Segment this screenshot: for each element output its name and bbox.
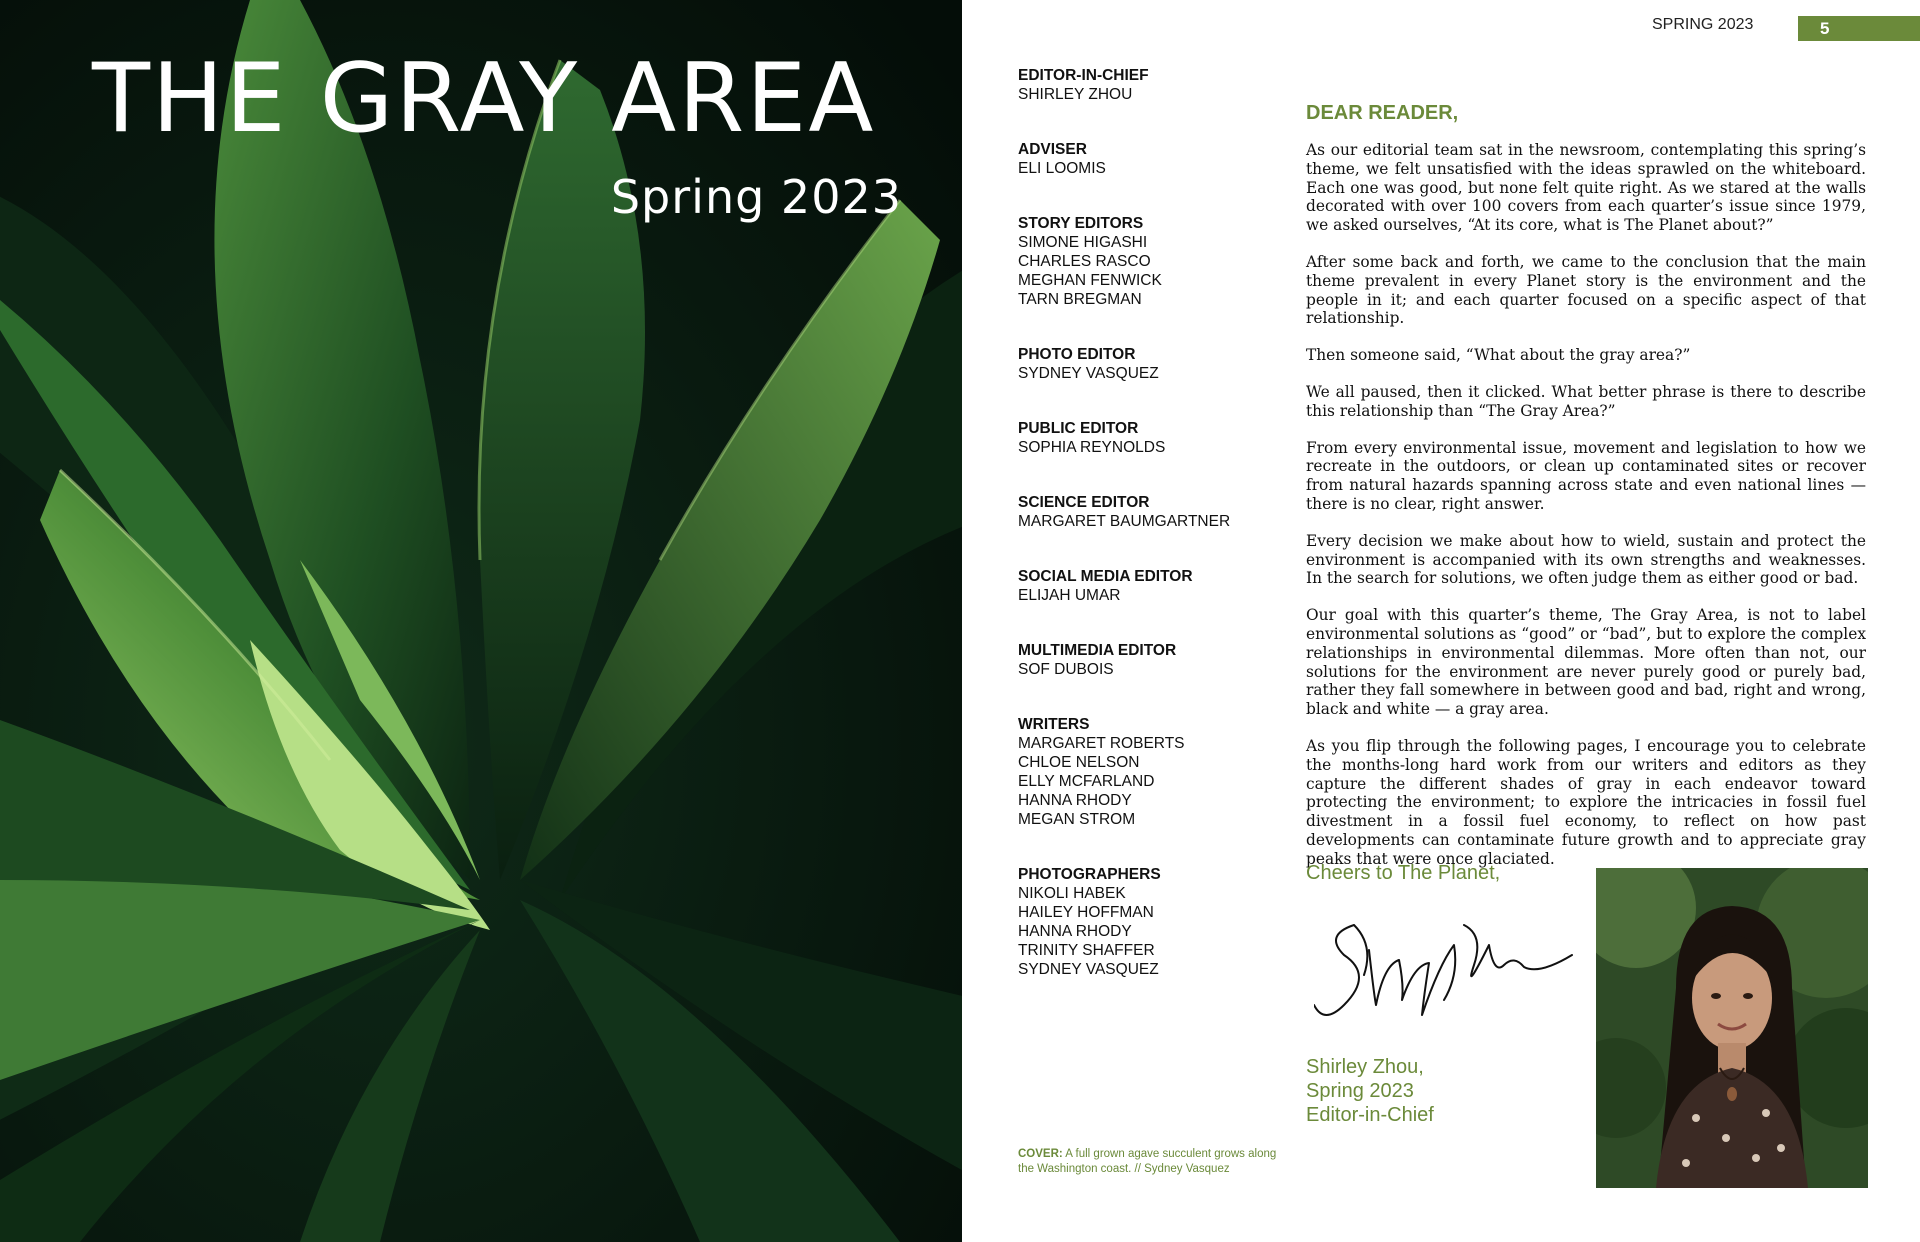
- masthead-role: PHOTO EDITOR: [1018, 346, 1136, 363]
- signer-issue: Spring 2023: [1306, 1080, 1414, 1102]
- masthead: [1018, 66, 1278, 1015]
- letter-paragraph: Our goal with this quarter’s theme, The Gray Area, is not to label environmental solutions as “good” or “bad”, but to explore the complex relationships in environmental dilemmas. More often than not, our solutions for the environment are never purely good or purely bad, rather they fall somewhere in between good and bad, right and wrong, black and white — a gray area.: [1306, 606, 1866, 719]
- page-number: 5: [1798, 16, 1920, 41]
- masthead-name: MARGARET ROBERTS: [1018, 735, 1185, 752]
- signer-block: [1306, 1055, 1434, 1127]
- masthead-name: ELI LOOMIS: [1018, 160, 1106, 177]
- signer-name: Shirley Zhou,: [1306, 1056, 1424, 1078]
- masthead-role: WRITERS: [1018, 716, 1090, 733]
- header-issue: SPRING 2023: [1652, 16, 1754, 33]
- masthead-name: SYDNEY VASQUEZ: [1018, 961, 1159, 978]
- masthead-name: CHARLES RASCO: [1018, 253, 1151, 270]
- masthead-role: MULTIMEDIA EDITOR: [1018, 642, 1177, 659]
- masthead-name: HAILEY HOFFMAN: [1018, 904, 1154, 921]
- masthead-name: TARN BREGMAN: [1018, 291, 1142, 308]
- letter-body: [1306, 141, 1866, 869]
- cover-issue: Spring 2023: [610, 170, 902, 224]
- masthead-role: PUBLIC EDITOR: [1018, 420, 1139, 437]
- masthead-name: ELLY MCFARLAND: [1018, 773, 1155, 790]
- masthead-name: MEGHAN FENWICK: [1018, 272, 1162, 289]
- masthead-name: CHLOE NELSON: [1018, 754, 1140, 771]
- letter-paragraph: As our editorial team sat in the newsroom, contemplating this spring’s theme, we felt unsatisfied with the ideas sprawled on the whiteboard. Each one was good, but none felt quite right. As we stared at the walls decorated with over 100 covers from each quarter’s issue since 1979, we asked ourselves, “At its core, what is The Planet about?”: [1306, 141, 1866, 235]
- masthead-group: [1018, 419, 1278, 457]
- cover-caption-label: COVER:: [1018, 1148, 1063, 1160]
- masthead-role: ADVISER: [1018, 141, 1087, 158]
- masthead-group: [1018, 641, 1278, 679]
- masthead-name: HANNA RHODY: [1018, 923, 1132, 940]
- masthead-name: HANNA RHODY: [1018, 792, 1132, 809]
- letter-paragraph: As you flip through the following pages, I encourage you to celebrate the months-long hard work from our writers and editors as they capture the different shades of gray in each endeavor toward protecting the environment; to explore the intricacies in fossil fuel divestment in a fossil fuel economy, to reflect on how past developments can contaminate future growth and to appreciate gray peaks that were once glaciated.: [1306, 736, 1866, 868]
- masthead-group: [1018, 140, 1278, 178]
- letter-paragraph: Then someone said, “What about the gray area?”: [1306, 346, 1691, 365]
- letter-signoff: Cheers to The Planet,: [1306, 862, 1501, 884]
- masthead-name: SOPHIA REYNOLDS: [1018, 439, 1166, 456]
- masthead-name: NIKOLI HABEK: [1018, 885, 1126, 902]
- editor-portrait-photo: [1596, 868, 1868, 1188]
- masthead-group: [1018, 66, 1278, 104]
- masthead-name: TRINITY SHAFFER: [1018, 942, 1155, 959]
- editorial-page: [962, 0, 1920, 1242]
- letter-from-editor: [1306, 102, 1866, 887]
- letter-greeting: DEAR READER,: [1306, 102, 1459, 124]
- letter-paragraph: From every environmental issue, movement and legislation to how we recreate in the outdoors, or clean up contaminated sites or recover from natural hazards spanning across state and even national lines — there is no clear, right answer.: [1306, 438, 1866, 513]
- signer-title: Editor-in-Chief: [1306, 1104, 1434, 1126]
- masthead-name: MARGARET BAUMGARTNER: [1018, 513, 1231, 530]
- handwritten-signature: [1314, 905, 1574, 1035]
- cover-caption-text: A full grown agave succulent grows along the Washington coast. // Sydney Vasquez: [1018, 1148, 1277, 1175]
- cover-caption: [1018, 1147, 1286, 1177]
- masthead-name: SOF DUBOIS: [1018, 661, 1114, 678]
- letter-paragraph: We all paused, then it clicked. What better phrase is there to describe this relationship than “The Gray Area?”: [1306, 382, 1866, 420]
- masthead-group: [1018, 493, 1278, 531]
- masthead-group: [1018, 345, 1278, 383]
- letter-paragraph: Every decision we make about how to wield, sustain and protect the environment is accompanied with its own strengths and weaknesses. In the search for solutions, we often judge them as either good or bad.: [1306, 531, 1866, 588]
- letter-paragraph: After some back and forth, we came to the conclusion that the main theme prevalent in every Planet story is the environment and the people in it; and each quarter focused on a specific aspect of that relationship.: [1306, 252, 1866, 328]
- masthead-name: SYDNEY VASQUEZ: [1018, 365, 1159, 382]
- masthead-role: SOCIAL MEDIA EDITOR: [1018, 568, 1193, 585]
- masthead-group: [1018, 214, 1278, 309]
- masthead-name: ELIJAH UMAR: [1018, 587, 1121, 604]
- masthead-group: [1018, 865, 1278, 979]
- masthead-name: SIMONE HIGASHI: [1018, 234, 1148, 251]
- masthead-role: STORY EDITORS: [1018, 215, 1144, 232]
- masthead-name: MEGAN STROM: [1018, 811, 1136, 828]
- masthead-role: SCIENCE EDITOR: [1018, 494, 1150, 511]
- masthead-role: PHOTOGRAPHERS: [1018, 866, 1161, 883]
- cover-title: THE GRAY AREA: [92, 44, 876, 154]
- masthead-name: SHIRLEY ZHOU: [1018, 86, 1133, 103]
- masthead-role: EDITOR-IN-CHIEF: [1018, 67, 1149, 84]
- masthead-group: [1018, 715, 1278, 829]
- masthead-group: [1018, 567, 1278, 605]
